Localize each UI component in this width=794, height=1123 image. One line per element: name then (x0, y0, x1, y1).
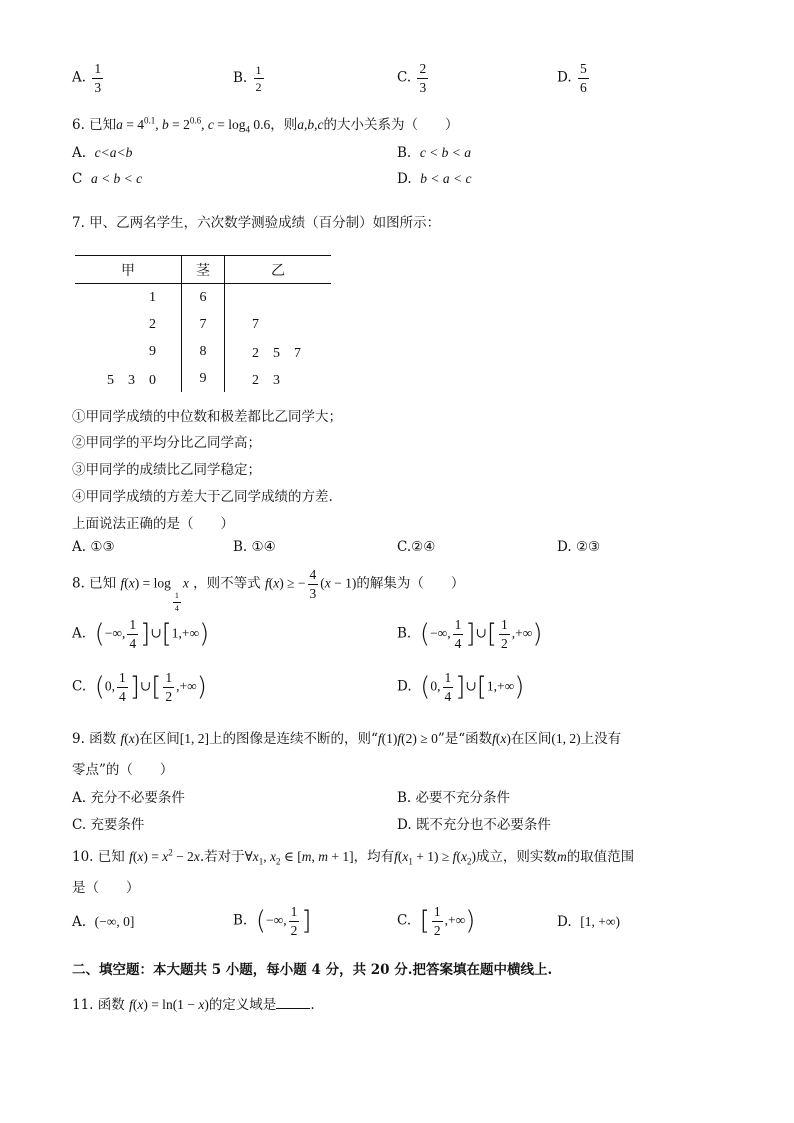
option-letter: C. (397, 69, 412, 86)
q6-option-d: D. b < a < c (397, 171, 472, 187)
q10-option-b: B. (−∞, $\frac{1}{2}$ ] (233, 904, 312, 938)
fraction: $\frac{1}{3}$ (94, 61, 102, 95)
q10-stem: 10. 已知 $f(x) = x^2 - 2x$.若对于$\forall x_1$, $x_2$ ∈ [m, m + 1]，均有$f(x_1 + 1) \ge f(x_2)$成立，则实数m的取值范围 (72, 847, 635, 867)
fraction: $\frac{5}{6}$ (579, 61, 587, 95)
q9-option-c: C. 充要条件 (72, 817, 145, 833)
q7-question: 上面说法正确的是（ ） (72, 516, 234, 532)
q10-stem-line2: 是（ ） (72, 880, 140, 896)
header-stem: 茎 (182, 256, 225, 284)
table-row: 9 8 2 5 7 (75, 338, 331, 365)
q5-option-c (397, 62, 430, 94)
q10-option-c: C. [ $\frac{1}{2}$ ,+∞) (397, 904, 476, 938)
q10-option-d: D. [1, +∞) (557, 914, 620, 930)
section-heading: 二、填空题：本大题共 5 小题，每小题 4 分，共 20 分.把答案填在题中横线上. (72, 962, 553, 978)
answer-blank[interactable] (276, 1008, 310, 1009)
q11-stem: 11. 函数 f(x) = ln(1 − x)的定义域是 . (72, 997, 315, 1013)
q6-option-a: A. c<a<b (72, 145, 133, 161)
q9-option-a: A. 充分不必要条件 (72, 790, 185, 806)
q9-option-d: D. 既不充分也不必要条件 (397, 817, 551, 833)
q9-option-b: B. 必要不充分条件 (397, 790, 511, 806)
option-letter: D. (557, 69, 572, 86)
fraction: $\frac{1}{2}$ (255, 63, 262, 94)
q9-stem: 9. 函数 f(x)在区间[1, 2]上的图像是连续不断的，则“f(1)f(2) ≥ 0”是“函数f(x)在区间(1, 2)上没有 (72, 731, 622, 747)
q9-stem-line2: 零点”的（ ） (72, 762, 174, 778)
q5-option-b (233, 64, 266, 93)
q8-stem: 8. 已知 f(x) = log $\frac{1}{4}$ x ，则不等式 f(x) ≥ − $\frac{4}{3}$ (x − 1)的解集为（ ） (72, 567, 465, 613)
header-yi: 乙 (271, 263, 285, 279)
q7-statement-3: ③甲同学的成绩比乙同学稳定； (72, 462, 261, 478)
q10-option-a: A. (−∞, 0] (72, 914, 135, 930)
q6-option-b: B. c < b < a (397, 145, 472, 161)
fraction: $\frac{2}{3}$ (419, 61, 427, 95)
q8-option-b: B. (−∞, $\frac{1}{4}$ ]∪[ $\frac{1}{2}$ ,+∞) (397, 617, 543, 651)
q5-option-a (72, 62, 105, 94)
q8-option-d: D. (0, $\frac{1}{4}$ ]∪[1,+∞) (397, 670, 525, 704)
table-row: 1 6 (75, 284, 331, 312)
q6-stem: 6. 已知$a = 4^{0.1}$, $b = 2^{0.6}$, $c = \log_4 0.6$，则a,b,c的大小关系为（ ） (72, 115, 459, 135)
q7-option-b: B. ①④ (233, 539, 276, 555)
table-row: 2 7 7 (75, 311, 331, 338)
q5-option-d (557, 62, 591, 94)
q8-option-a: A. (−∞, $\frac{1}{4}$ ]∪[1,+∞) (72, 617, 210, 651)
table-row: 5 3 0 9 2 3 (75, 365, 331, 392)
q7-statement-2: ②甲同学的平均分比乙同学高； (72, 435, 261, 451)
q7-statement-1: ①甲同学成绩的中位数和极差都比乙同学大； (72, 409, 342, 425)
option-letter: B. (233, 70, 248, 86)
q7-statement-4: ④甲同学成绩的方差大于乙同学成绩的方差. (72, 489, 333, 505)
option-letter: A. (72, 69, 87, 86)
stem-leaf-table (75, 255, 331, 392)
q7-option-d: D. ②③ (557, 539, 601, 555)
q7-option-a: A. ①③ (72, 539, 115, 555)
q6-option-c: C a < b < c (72, 171, 143, 187)
header-jia: 甲 (121, 263, 135, 279)
q8-option-c: C. (0, $\frac{1}{4}$ ]∪[ $\frac{1}{2}$ ,+∞) (72, 670, 207, 704)
q7-option-c: C.②④ (397, 539, 436, 555)
q7-stem: 7. 甲、乙两名学生，六次数学测验成绩（百分制）如图所示： (72, 215, 441, 231)
